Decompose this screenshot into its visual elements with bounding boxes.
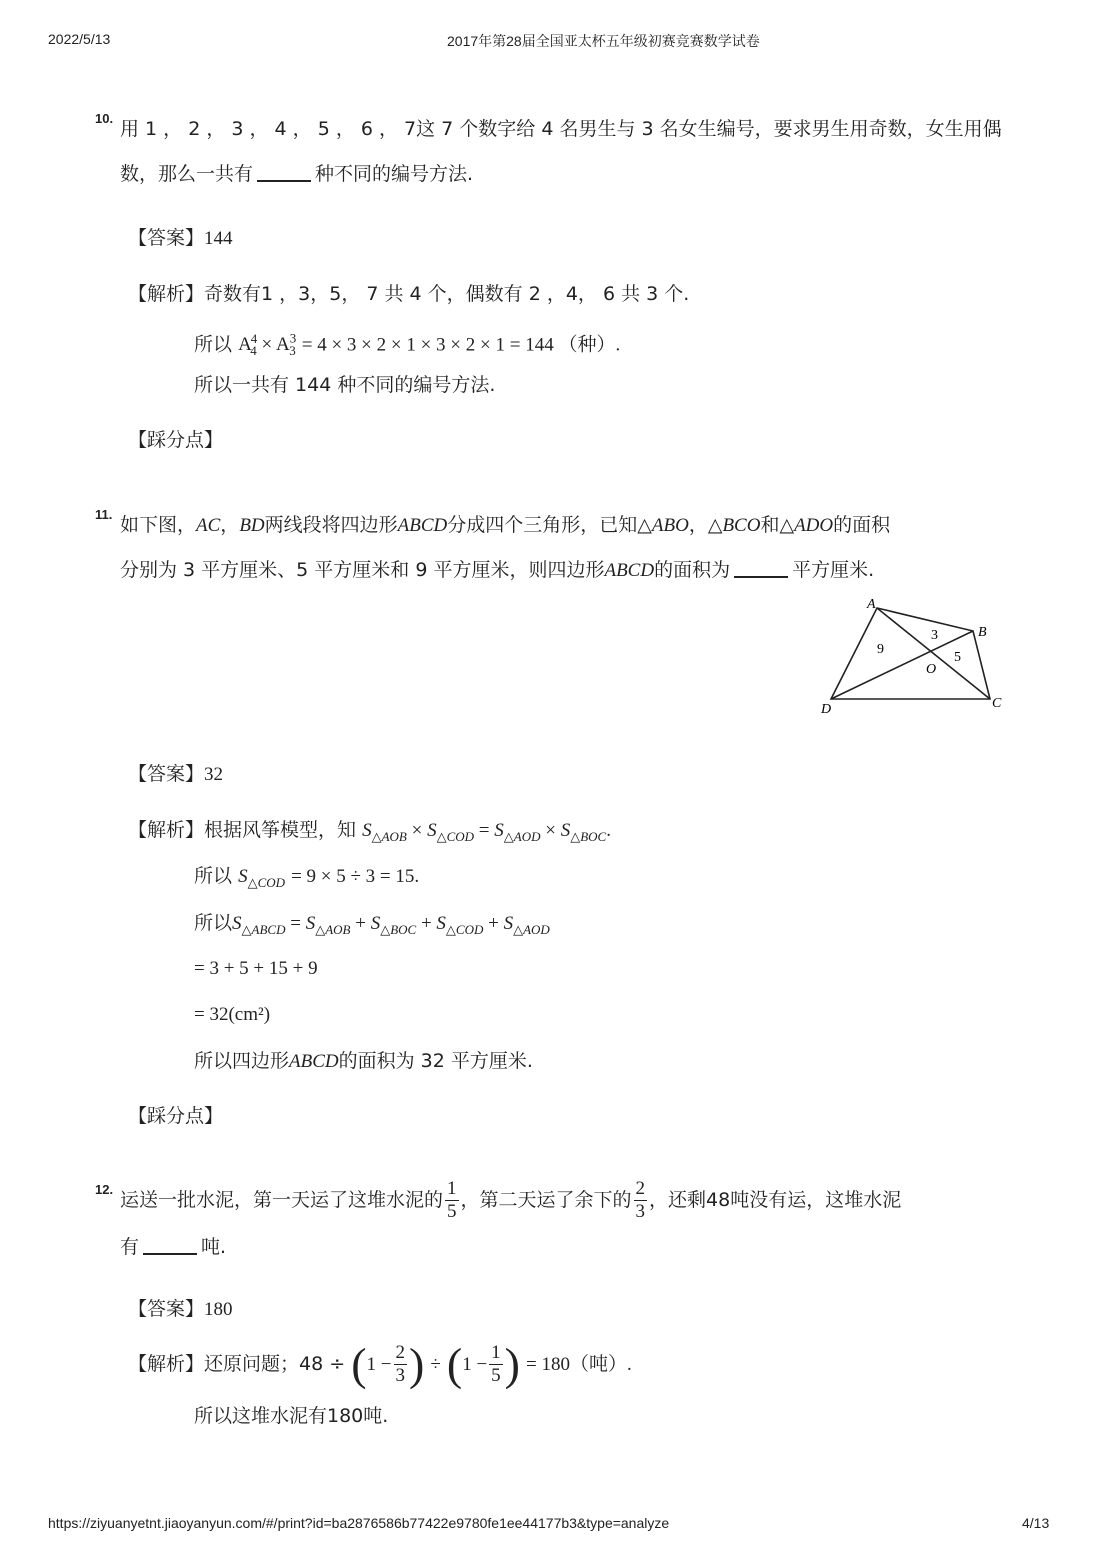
area-label-ado: 9 — [877, 642, 884, 657]
analysis-label: 【解析】 — [128, 819, 205, 841]
vertex-a: A — [867, 597, 876, 612]
footer-page-number: 4/13 — [1022, 1515, 1050, 1531]
quadrilateral-abcd — [831, 608, 990, 699]
answer-label: 【答案】 — [128, 1298, 205, 1320]
answer-value: 180 — [204, 1299, 233, 1320]
header-date: 2022/5/13 — [48, 31, 111, 47]
center-o: O — [926, 662, 937, 677]
question-text-line1: 如下图，AC，BD两线段将四边形ABCD分成四个三角形，已知△ABO，△BCO和△ADO的面积 — [120, 514, 891, 536]
answer-row — [128, 226, 233, 251]
analysis-step: = 3 + 5 + 15 + 9 — [194, 958, 318, 979]
analysis-row: 【解析】根据风筝模型，知 $S_{\triangle AOB} \times S_{\triangle COD} = S_{\triangle AOD} \times S_{\triangle BOC}$. — [128, 819, 611, 844]
analysis-step: 所以 $A^4_4 \times A^3_3 = 4 \times 3 \times 2 \times 1 \times 3 \times 2 \times 1 = 144$ （种）. — [194, 331, 621, 359]
vertex-b: B — [978, 625, 987, 640]
points-label: 【踩分点】 — [128, 429, 224, 451]
answer-blank — [257, 162, 311, 182]
answer-row — [128, 1297, 233, 1322]
fraction-one-fifth: $\frac{1}{5}$ — [447, 1178, 457, 1222]
analysis-step: 所以 $S_{\triangle COD} = 9 \times 5 \div 3 = 15$. — [194, 865, 420, 890]
question-number: 11. — [95, 507, 113, 522]
answer-value: 144 — [204, 228, 233, 249]
analysis-row: 【解析】奇数有1 ，3，5， 7 共 4 个，偶数有 2 ，4， 6 共 3 个. — [128, 283, 690, 305]
area-label-bco: 5 — [954, 650, 961, 665]
footer-url[interactable]: https://ziyuanyetnt.jiaoyanyun.com/#/print?id=ba2876586b77422e9780fe1ee44177b3&type=analyze — [48, 1515, 670, 1531]
question-number: 12. — [95, 1182, 114, 1197]
analysis-step: 所以四边形ABCD的面积为 32 平方厘米. — [194, 1050, 533, 1072]
analysis-step: 所以$S_{\triangle ABCD} = S_{\triangle AOB} + S_{\triangle BOC} + S_{\triangle COD} + S_{\triangle AOD}$ — [194, 912, 550, 937]
question-text-line2: 分别为 3 平方厘米、5 平方厘米和 9 平方厘米，则四边形ABCD的面积为 平方厘米. — [120, 559, 875, 581]
answer-blank — [734, 558, 788, 578]
answer-row — [128, 762, 223, 787]
answer-blank — [143, 1235, 197, 1255]
question-text-line2: 有 吨. — [120, 1236, 227, 1258]
fraction-two-thirds: $\frac{2}{3}$ — [635, 1178, 646, 1222]
analysis-step: 所以一共有 144 种不同的编号方法. — [194, 374, 496, 396]
header-title: 2017年第28届全国亚太杯五年级初赛竞赛数学试卷 — [447, 33, 760, 49]
vertex-d: D — [821, 702, 832, 717]
question-text-line2: 数，那么一共有 种不同的编号方法. — [120, 163, 474, 185]
quadrilateral-figure — [815, 593, 1015, 718]
question-number: 10. — [95, 111, 114, 126]
analysis-step: = 32(cm²) — [194, 1004, 271, 1025]
analysis-label: 【解析】 — [128, 1353, 205, 1375]
analysis-step: 所以这堆水泥有180吨. — [194, 1405, 389, 1427]
answer-label: 【答案】 — [128, 227, 205, 249]
points-label: 【踩分点】 — [128, 1105, 224, 1127]
analysis-row: 【解析】还原问题；48 ÷ (1 − $\frac{2}{3}$ ) ÷ (1 − $\frac{1}{5}$ ) = 180（吨）. — [128, 1338, 632, 1390]
answer-label: 【答案】 — [128, 763, 205, 785]
area-label-abo: 3 — [931, 628, 938, 643]
diagonal-bd — [831, 631, 973, 699]
question-text-line1: 运送一批水泥，第一天运了这堆水泥的 $\frac{1}{5}$ ，第二天运了余下的 $\frac{2}{3}$ ，还剩48吨没有运，这堆水泥 — [120, 1178, 902, 1222]
question-text-line1: 用 1 ， 2 ， 3 ， 4 ， 5 ， 6 ， 7这 7 个数字给 4 名男生与 3 名女生编号，要求男生用奇数，女生用偶 — [120, 118, 1002, 140]
vertex-c: C — [992, 696, 1002, 711]
answer-value: 32 — [204, 764, 224, 785]
analysis-label: 【解析】 — [128, 283, 205, 305]
